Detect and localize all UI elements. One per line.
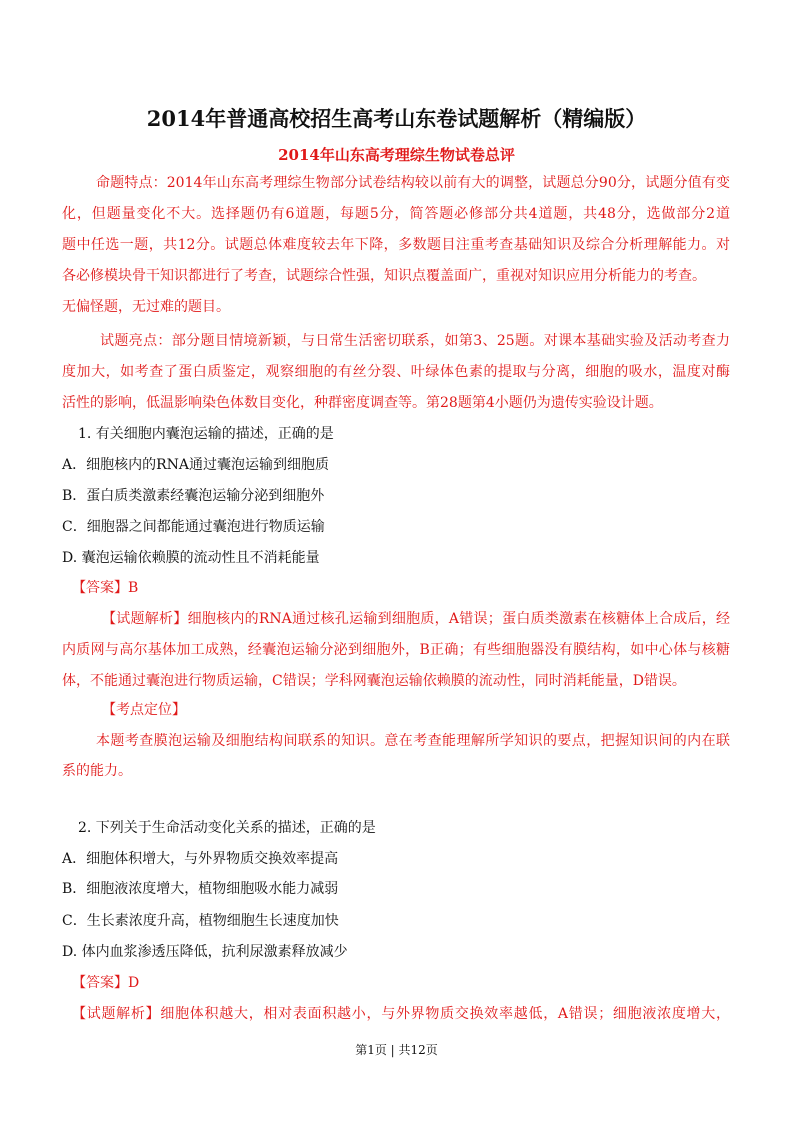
question-1-option-c: C．细胞器之间都能通过囊泡进行物质运输	[62, 519, 325, 535]
highlights-line: 活性的影响，低温影响染色体数目变化，种群密度调查等。第28题第4小题仍为遗传实验设计题。	[62, 395, 663, 411]
question-1-answer: 【答案】B	[72, 580, 139, 596]
question-1-analysis-line: 内质网与高尔基体加工成熟，经囊泡运输分泌到细胞外，B正确；有些细胞器没有膜结构，如中心体与核糖	[62, 642, 730, 658]
overview-line: 题中任选一题，共12分。试题总体难度较去年下降，多数题目注重考查基础知识及综合分析理解能力。对	[62, 237, 730, 253]
overview-line: 化，但题量变化不大。选择题仍有6道题，每题5分，简答题必修部分共4道题，共48分，选做部分2道	[62, 206, 730, 222]
question-1-analysis-line: 【试题解析】细胞核内的RNA通过核孔运输到细胞质，A错误；蛋白质类激素在核糖体上合成后，经	[102, 611, 730, 627]
question-1-option-b: B．蛋白质类激素经囊泡运输分泌到细胞外	[62, 488, 325, 504]
question-1-point-line: 系的能力。	[62, 763, 132, 779]
document-title: 2014年普通高校招生高考山东卷试题解析（精编版）	[146, 106, 647, 131]
highlights-line: 度加大，如考查了蛋白质鉴定，观察细胞的有丝分裂、叶绿体色素的提取与分离，细胞的吸水，温度对酶	[62, 364, 730, 380]
question-1-analysis-line: 体，不能通过囊泡进行物质运输，C错误；学科网囊泡运输依赖膜的流动性，同时消耗能量，D错误。	[62, 673, 686, 689]
page-footer: 第1页 | 共12页	[355, 1043, 438, 1057]
question-2-answer: 【答案】D	[72, 975, 140, 991]
question-2-option-d: D. 体内血浆渗透压降低，抗利尿激素释放减少	[62, 944, 348, 960]
highlights-line: 试题亮点：部分题目情境新颖，与日常生活密切联系，如第3、25题。对课本基础实验及活动考查力	[100, 333, 730, 349]
overview-line: 无偏怪题，无过难的题目。	[62, 299, 230, 315]
question-1-option-d: D. 囊泡运输依赖膜的流动性且不消耗能量	[62, 550, 320, 566]
question-1-point-label: 【考点定位】	[102, 702, 186, 718]
question-1-option-a: A．细胞核内的RNA通过囊泡运输到细胞质	[62, 457, 330, 473]
question-1-point-line: 本题考查膜泡运输及细胞结构间联系的知识。意在考查能理解所学知识的要点，把握知识间的内在联	[96, 733, 730, 749]
section-subtitle: 2014年山东高考理综生物试卷总评	[278, 146, 515, 164]
question-2-option-c: C．生长素浓度升高，植物细胞生长速度加快	[62, 913, 339, 929]
overview-line: 各必修模块骨干知识都进行了考查，试题综合性强，知识点覆盖面广，重视对知识应用分析能力的考查。	[62, 268, 706, 284]
question-2-option-a: A．细胞体积增大，与外界物质交换效率提高	[62, 851, 339, 867]
question-2-analysis-line: 【试题解析】细胞体积越大，相对表面积越小，与外界物质交换效率越低，A错误；细胞液浓度增大，	[72, 1006, 730, 1022]
question-2-stem: 2. 下列关于生命活动变化关系的描述，正确的是	[78, 820, 376, 836]
overview-line: 命题特点：2014年山东高考理综生物部分试卷结构较以前有大的调整，试题总分90分，试题分值有变	[96, 175, 730, 191]
question-2-option-b: B．细胞液浓度增大，植物细胞吸水能力减弱	[62, 881, 339, 897]
question-1-stem: 1. 有关细胞内囊泡运输的描述，正确的是	[78, 426, 334, 442]
